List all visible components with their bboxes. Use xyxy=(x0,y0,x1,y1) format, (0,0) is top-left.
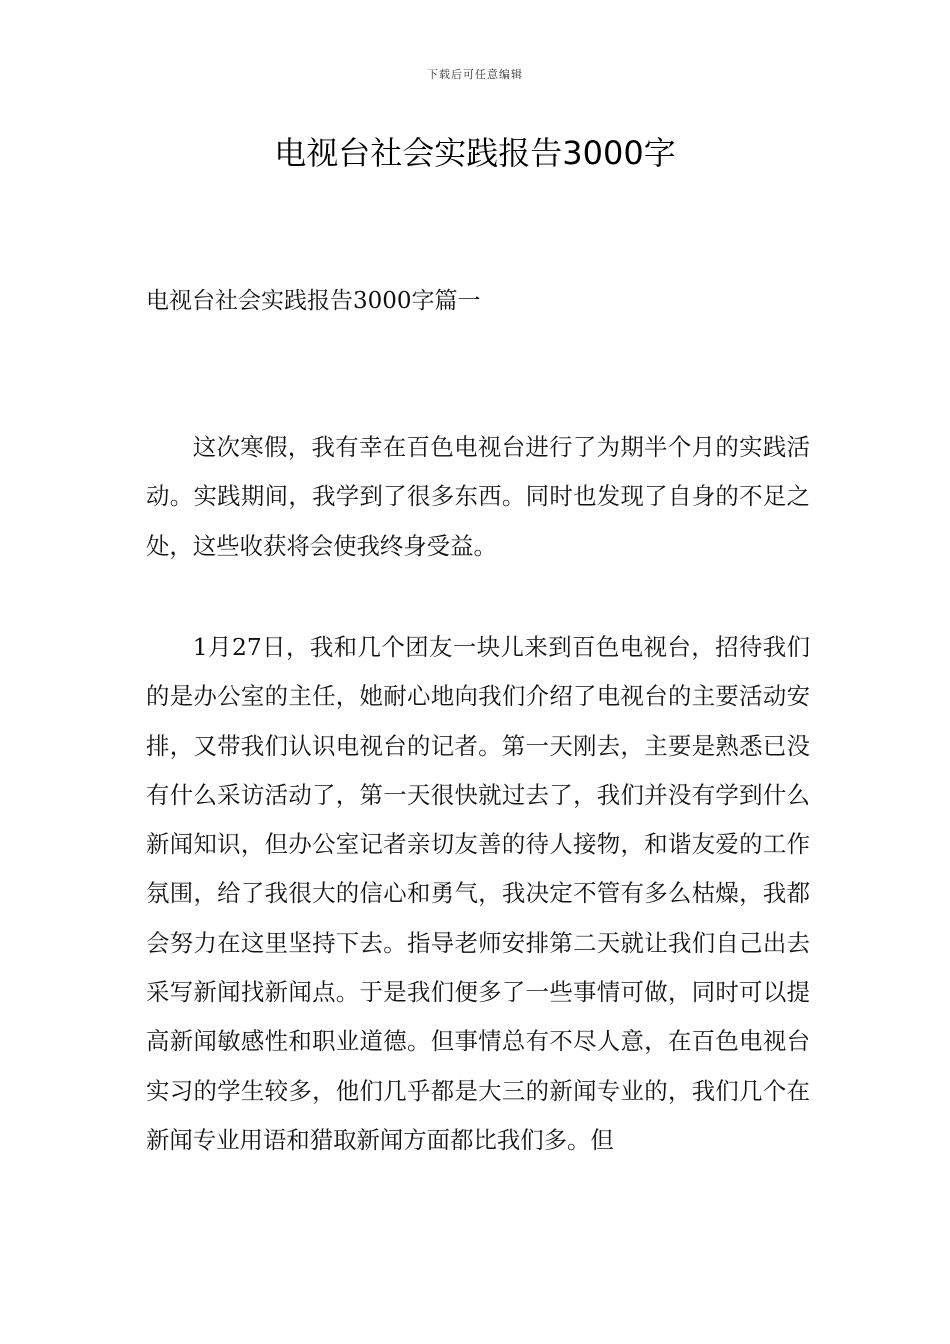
section-heading: 电视台社会实践报告3000字篇一 xyxy=(146,288,481,314)
paragraph-1: 这次寒假，我有幸在百色电视台进行了为期半个月的实践活动。实践期间，我学到了很多东西。同时也发现了自身的不足之处，这些收获将会使我终身受益。 xyxy=(146,433,810,560)
header-note: 下载后可任意编辑 xyxy=(427,68,523,81)
document-title: 电视台社会实践报告3000字 xyxy=(274,134,676,172)
paragraph-2: 1月27日，我和几个团友一块儿来到百色电视台，招待我们的是办公室的主任，她耐心地向我们介绍了电视台的主要活动安排，又带我们认识电视台的记者。第一天刚去，主要是熟悉已没有什么采访活动了，第一天很快就过去了，我们并没有学到什么新闻知识，但办公室记者亲切友善的待人接物，和谐友爱的工作氛围，给了我很大的信心和勇气，我决定不管有多么枯燥，我都会努力在这里坚持下去。指导老师安排第二天就让我们自己出去采写新闻找新闻点。于是我们便多了一些事情可做，同时可以提高新闻敏感性和职业道德。但事情总有不尽人意，在百色电视台实习的学生较多，他们几乎都是大三的新闻专业的，我们几个在新闻专业用语和猎取新闻方面都比我们多。但 xyxy=(146,633,810,1154)
